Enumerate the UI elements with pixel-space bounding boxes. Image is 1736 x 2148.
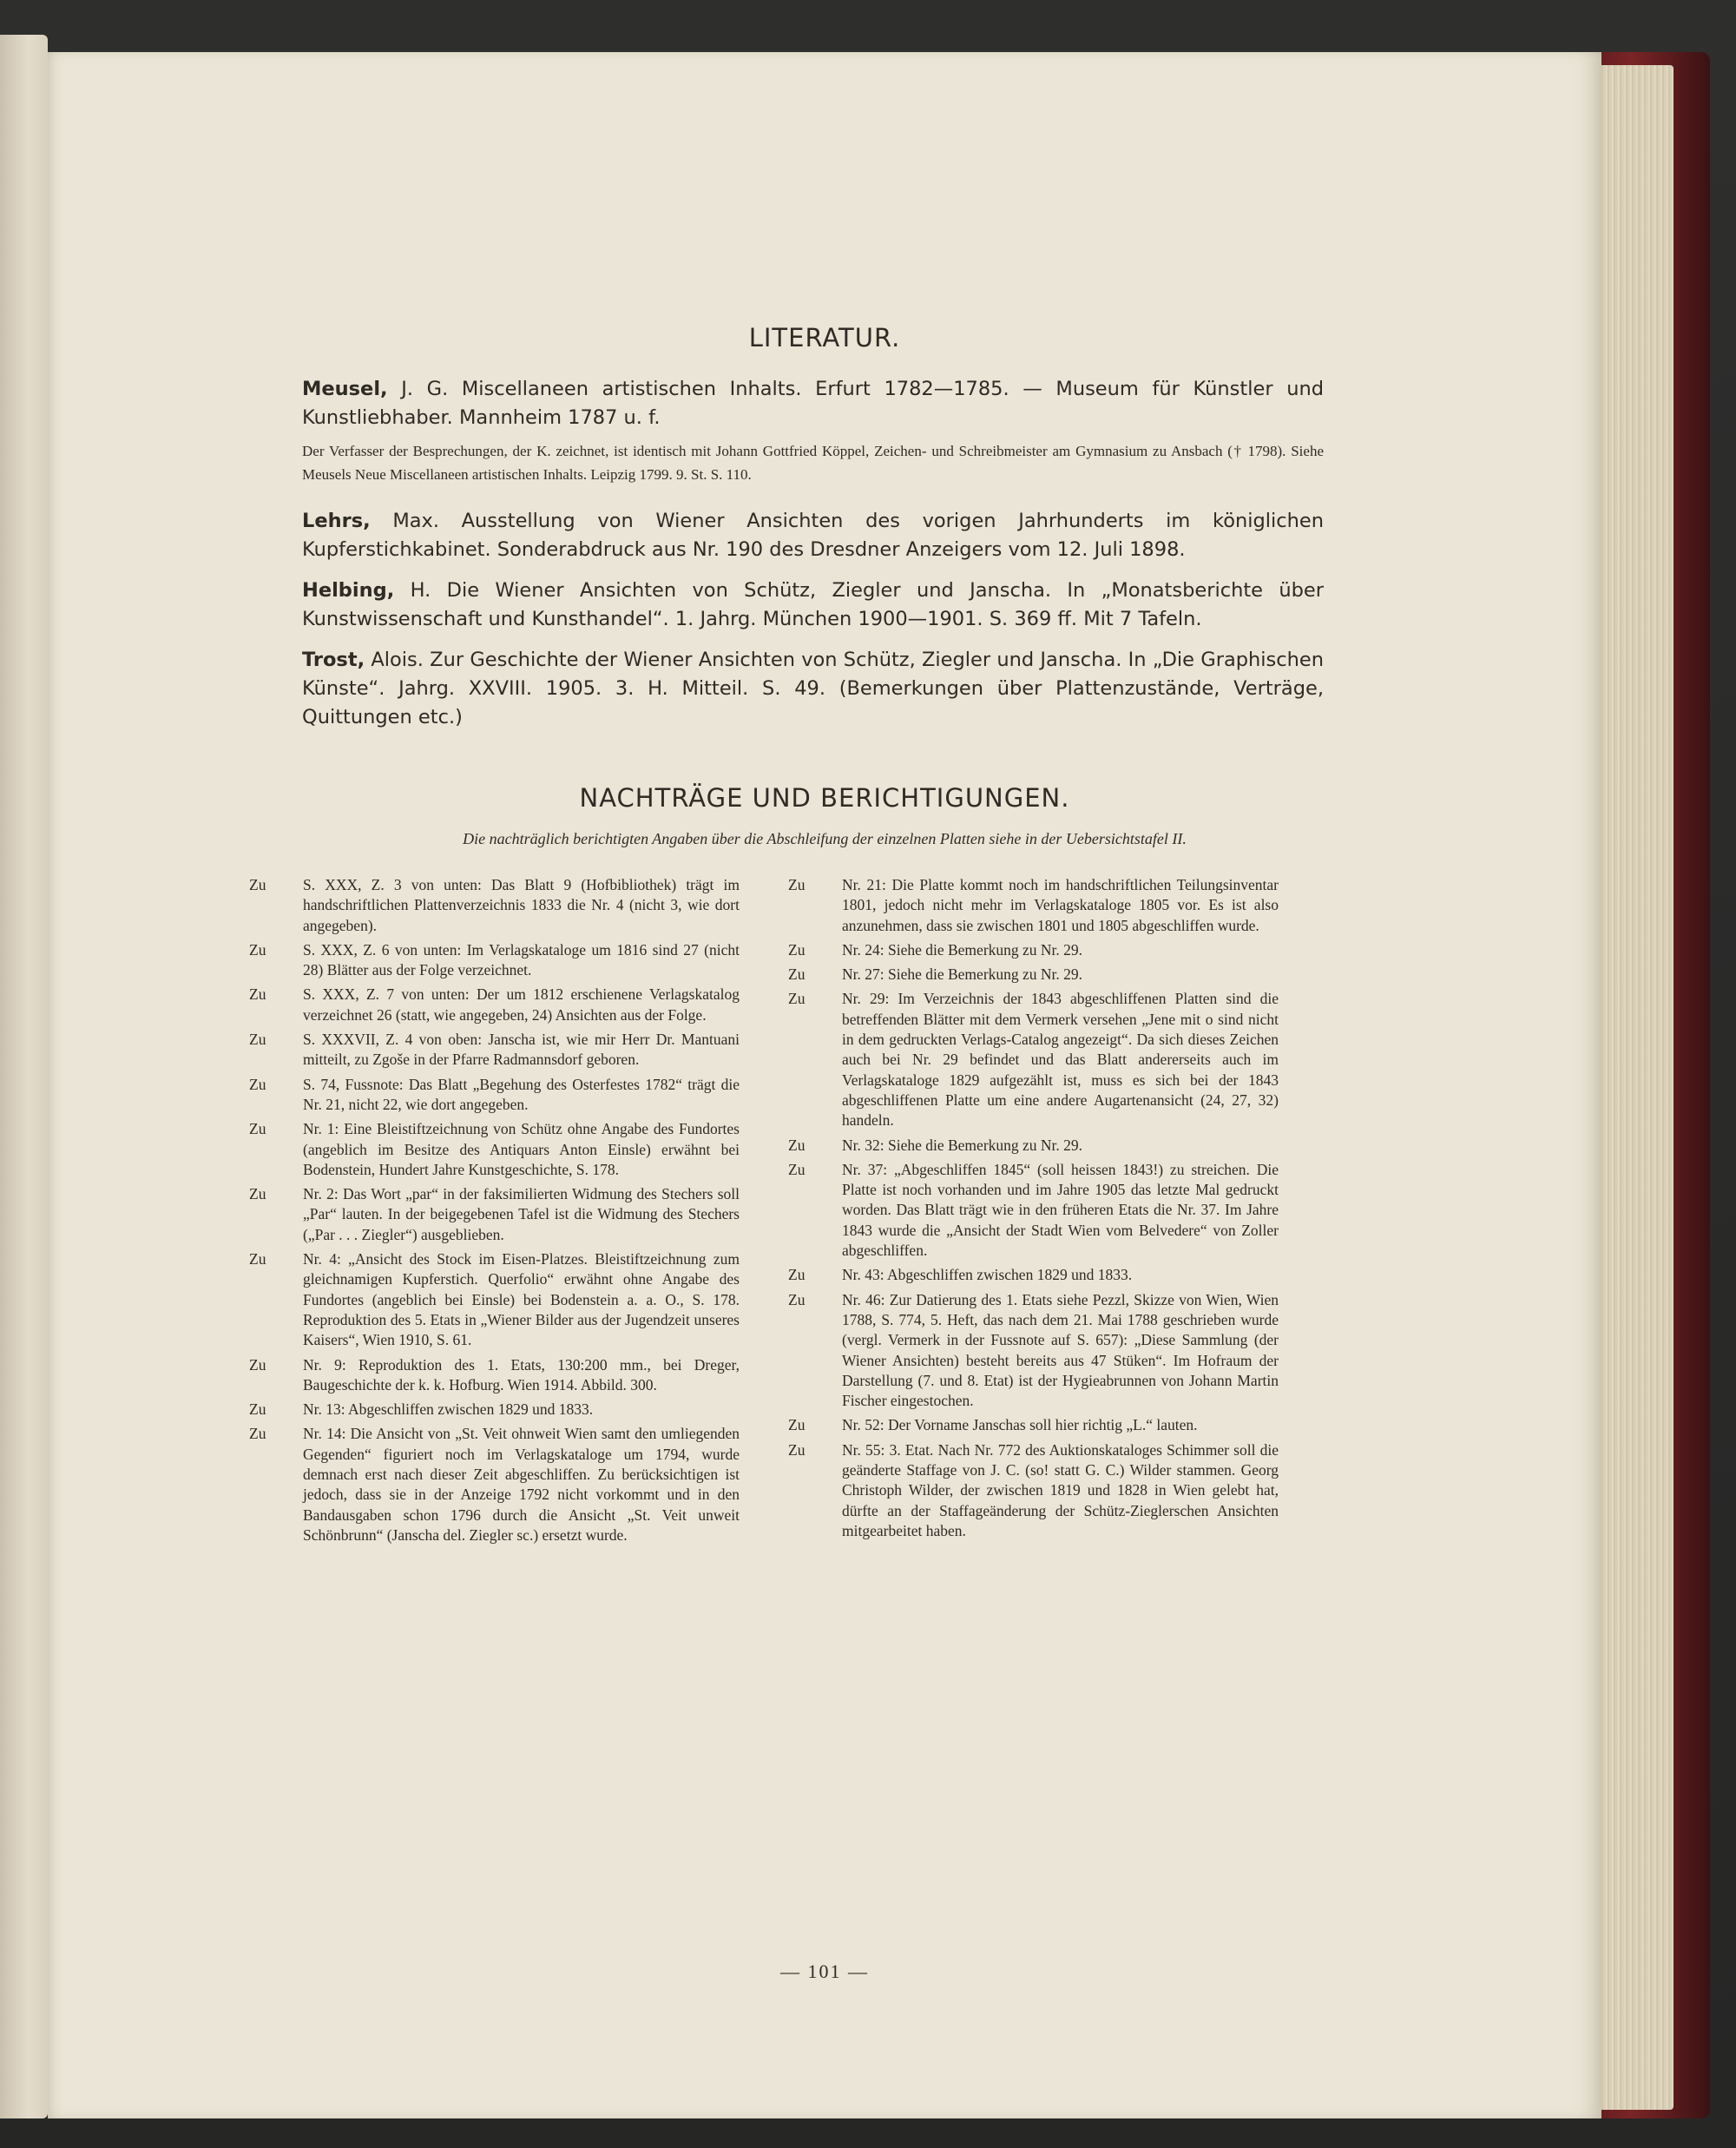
meusel-footnote: Der Verfasser der Besprechungen, der K. zeichnet, ist identisch mit Johann Gottfried Köppel, Zeichen- und Schreibmeister am Gymnasium zu Ansbach († 1798). Siehe Meusels Neue Miscellaneen artistischen Inhalts. Leipzig 1799. 9. St. S. 110. [302,443,1324,483]
entry-author: Lehrs, [302,510,371,532]
correction-text: Nr. 32: Siehe die Bemerkung zu Nr. 29. [842,1136,1083,1154]
correction-text: Nr. 13: Abgeschliffen zwischen 1829 und 1833. [303,1400,594,1419]
entry-author: Trost, [302,649,365,671]
correction-item [788,1290,1279,1412]
correction-text: S. XXXVII, Z. 4 von oben: Janscha ist, wie mir Herr Dr. Mantuani mitteilt, zu Zgoše in der Pfarre Radmannsdorf geboren. [303,1031,740,1069]
bibliography-entry-trost [302,646,1324,732]
correction-item [249,1400,740,1420]
correction-item [788,1415,1279,1435]
correction-text: Nr. 43: Abgeschliffen zwischen 1829 und 1833. [842,1266,1133,1284]
zu-label: Zu [788,1440,806,1459]
correction-text: Nr. 9: Reproduktion des 1. Etats, 130:200 mm., bei Dreger, Baugeschichte der k. k. Hofburg. Wien 1914. Abbild. 300. [303,1355,740,1394]
correction-item [788,1160,1279,1261]
correction-text: Nr. 24: Siehe die Bemerkung zu Nr. 29. [842,940,1083,959]
correction-item [788,1136,1279,1156]
bibliography-entry-helbing [302,577,1324,634]
zu-label: Zu [788,876,806,893]
correction-item [249,1119,740,1180]
book-page [48,52,1601,2118]
correction-item [788,1440,1279,1541]
nachtraege-subtitle: Die nachträglich berichtigten Angaben über die Abschleifung der einzelnen Platten siehe in der Uebersichtstafel II. [463,830,1187,847]
entry-author: Meusel, [302,378,388,400]
correction-text: Nr. 21: Die Platte kommt noch im handschriftlichen Teilungsinventar 1801, jedoch nicht mehr im Verlagskataloge 1805 vor. Es ist also anzunehmen, dass sie zwischen 1801 und 1805 abgeschliffen wurde. [842,876,1279,934]
correction-text: Nr. 14: Die Ansicht von „St. Veit ohnweit Wien samt den umliegenden Gegenden“ figuriert noch im Verlagskataloge um 1794, wurde demnach erst nach dieser Zeit abgeschliffen. Zu berücksichtigen ist jedoch, dass sie in der Anzeige 1792 nicht vorkommt und in den Bandausgaben schon 1796 durch die Ansicht „St. Veit unweit Schönbrunn“ (Janscha del. Ziegler sc.) ersetzt wurde. [303,1425,740,1544]
entry-text: Max. Ausstellung von Wiener Ansichten des vorigen Jahrhunderts im königlichen Kupferstichkabinet. Sonderabdruck aus Nr. 190 des Dresdner Anzeigers vom 12. Juli 1898. [302,510,1324,561]
correction-item [788,940,1279,960]
entry-text: J. G. Miscellaneen artistischen Inhalts. Erfurt 1782—1785. — Museum für Künstler und Kunstliebhaber. Mannheim 1787 u. f. [302,378,1324,429]
zu-label: Zu [788,1416,806,1434]
zu-label: Zu [249,1075,266,1093]
correction-item [249,875,740,936]
correction-item [249,1030,740,1071]
correction-item [788,989,1279,1130]
correction-text: Nr. 55: 3. Etat. Nach Nr. 772 des Auktionskataloges Schimmer soll die geänderte Staffage von J. C. (so! statt G. C.) Wilder stammen. Georg Christoph Wilder, der zwischen 1819 und 1828 in Wien gelebt hat, dürfte an der Staffageänderung der Schütz-Zieglerschen Ansichten mitgearbeitet haben. [842,1440,1279,1539]
bibliography-entry-meusel [302,375,1324,432]
correction-item [249,1424,740,1545]
correction-text: S. XXX, Z. 6 von unten: Im Verlagskataloge um 1816 sind 27 (nicht 28) Blätter aus der Folge verzeichnet. [303,940,740,979]
zu-label: Zu [788,990,806,1008]
zu-label: Zu [788,1266,806,1284]
correction-text: Nr. 27: Siehe die Bemerkung zu Nr. 29. [842,965,1083,984]
correction-text: Nr. 4: „Ansicht des Stock im Eisen-Platzes. Bleistiftzeichnung zum gleichnamigen Kupferstich. Querfolio“ erwähnt ohne Angabe des Fundortes (angeblich bei Einsle) bei Bodenstein a. a. O., S. 178. Reproduktion des 5. Etats in „Wiener Bilder aus der Jugendzeit unseres Kaisers“, Wien 1910, S. 61. [303,1250,740,1349]
zu-label: Zu [249,1425,266,1443]
correction-item [249,1184,740,1245]
bibliography-entry-lehrs [302,507,1324,564]
zu-label: Zu [788,1160,806,1178]
correction-item [249,1355,740,1396]
page-number: — 101 — [780,1960,869,1982]
zu-label: Zu [249,1185,266,1203]
zu-label: Zu [788,1290,806,1308]
correction-text: Nr. 46: Zur Datierung des 1. Etats siehe Pezzl, Skizze von Wien, Wien 1788, S. 774, 5. Heft, das nach dem 21. Mai 1788 geschrieben wurde (vergl. Vermerk in der Fussnote auf S. 657): „Diese Sammlung (der Wiener Ansichten) besteht bereits aus 47 Stüken“. Im Hofraum der Darstellung (7. und 8. Etat) ist der Hygieabrunnen von Johann Martin Fischer eingestochen. [842,1290,1279,1410]
correction-item [249,985,740,1025]
literatur-heading: LITERATUR. [748,323,901,353]
entry-text: H. Die Wiener Ansichten von Schütz, Ziegler und Janscha. In „Monatsberichte über Kunstwissenschaft und Kunsthandel“. 1. Jahrg. München 1900—1901. S. 369 ff. Mit 7 Tafeln. [302,579,1324,630]
correction-item [249,1075,740,1116]
correction-item [249,1249,740,1350]
correction-text: Nr. 2: Das Wort „par“ in der faksimilierten Widmung des Stechers soll „Par“ lauten. In der beigegebenen Tafel ist die Widmung des Stechers („Par . . . Ziegler“) ausgeblieben. [303,1185,740,1243]
entry-text: Alois. Zur Geschichte der Wiener Ansichten von Schütz, Ziegler und Janscha. In „Die Graphischen Künste“. Jahrg. XXVIII. 1905. 3. H. Mitteil. S. 49. (Bemerkungen über Plattenzustände, Verträge, Quittungen etc.) [302,649,1324,728]
nachtraege-heading: NACHTRÄGE UND BERICHTIGUNGEN. [579,783,1070,813]
correction-text: Nr. 1: Eine Bleistiftzeichnung von Schütz ohne Angabe des Fundortes (angeblich im Besitze des Antiquars Anton Einsle) erwähnt bei Bodenstein, Hundert Jahre Kunstgeschichte, S. 178. [303,1120,740,1178]
zu-label: Zu [788,1136,806,1154]
zu-label: Zu [249,1120,266,1138]
left-page-edge [0,35,48,2118]
zu-label: Zu [788,940,806,959]
corrections-column-left [249,875,740,1550]
correction-text: S. 74, Fussnote: Das Blatt „Begehung des Osterfestes 1782“ trägt die Nr. 21, nicht 22, wie dort angegeben. [303,1075,740,1113]
zu-label: Zu [788,965,806,984]
correction-item [788,1265,1279,1285]
zu-label: Zu [249,876,266,893]
correction-text: Nr. 37: „Abgeschliffen 1845“ (soll heissen 1843!) zu streichen. Die Platte ist noch vorhanden und im Jahre 1905 das letzte Mal gedruckt worden. Das Blatt trägt wie in den früheren Etats die Nr. 37. Im Jahre 1843 wurde die „Ansicht der Stadt Wien vom Belvedere“ von Zoller abgeschliffen. [842,1160,1279,1260]
entry-author: Helbing, [302,579,395,602]
zu-label: Zu [249,1400,266,1419]
correction-text: Nr. 52: Der Vorname Janschas soll hier richtig „L.“ lauten. [842,1416,1198,1434]
zu-label: Zu [249,1031,266,1049]
correction-text: S. XXX, Z. 7 von unten: Der um 1812 erschienene Verlagskatalog verzeichnet 26 (statt, wie angegeben, 24) Ansichten aus der Folge. [303,985,740,1024]
correction-item [788,875,1279,936]
correction-item [788,965,1279,985]
zu-label: Zu [249,940,266,959]
correction-text: S. XXX, Z. 3 von unten: Das Blatt 9 (Hofbibliothek) trägt im handschriftlichen Plattenverzeichnis 1833 die Nr. 4 (nicht 3, wie dort angegeben). [303,876,740,934]
zu-label: Zu [249,985,266,1004]
zu-label: Zu [249,1355,266,1374]
zu-label: Zu [249,1250,266,1268]
correction-text: Nr. 29: Im Verzeichnis der 1843 abgeschliffenen Platten sind die betreffenden Blätter mit dem Vermerk versehen „Jene mit o sind nicht in dem gedruckten Verlags-Catalog angezeigt“. Da sich dieses Zeichen auch bei Nr. 29 befindet und das Blatt andererseits auch im Verlagskataloge 1829 aufgezählt ist, muss es sich bei der 1843 abgeschliffenen Platte um eine andere Augartenansicht (24, 27, 32) handeln. [842,990,1279,1130]
correction-item [249,940,740,981]
corrections-column-right [788,875,1279,1545]
